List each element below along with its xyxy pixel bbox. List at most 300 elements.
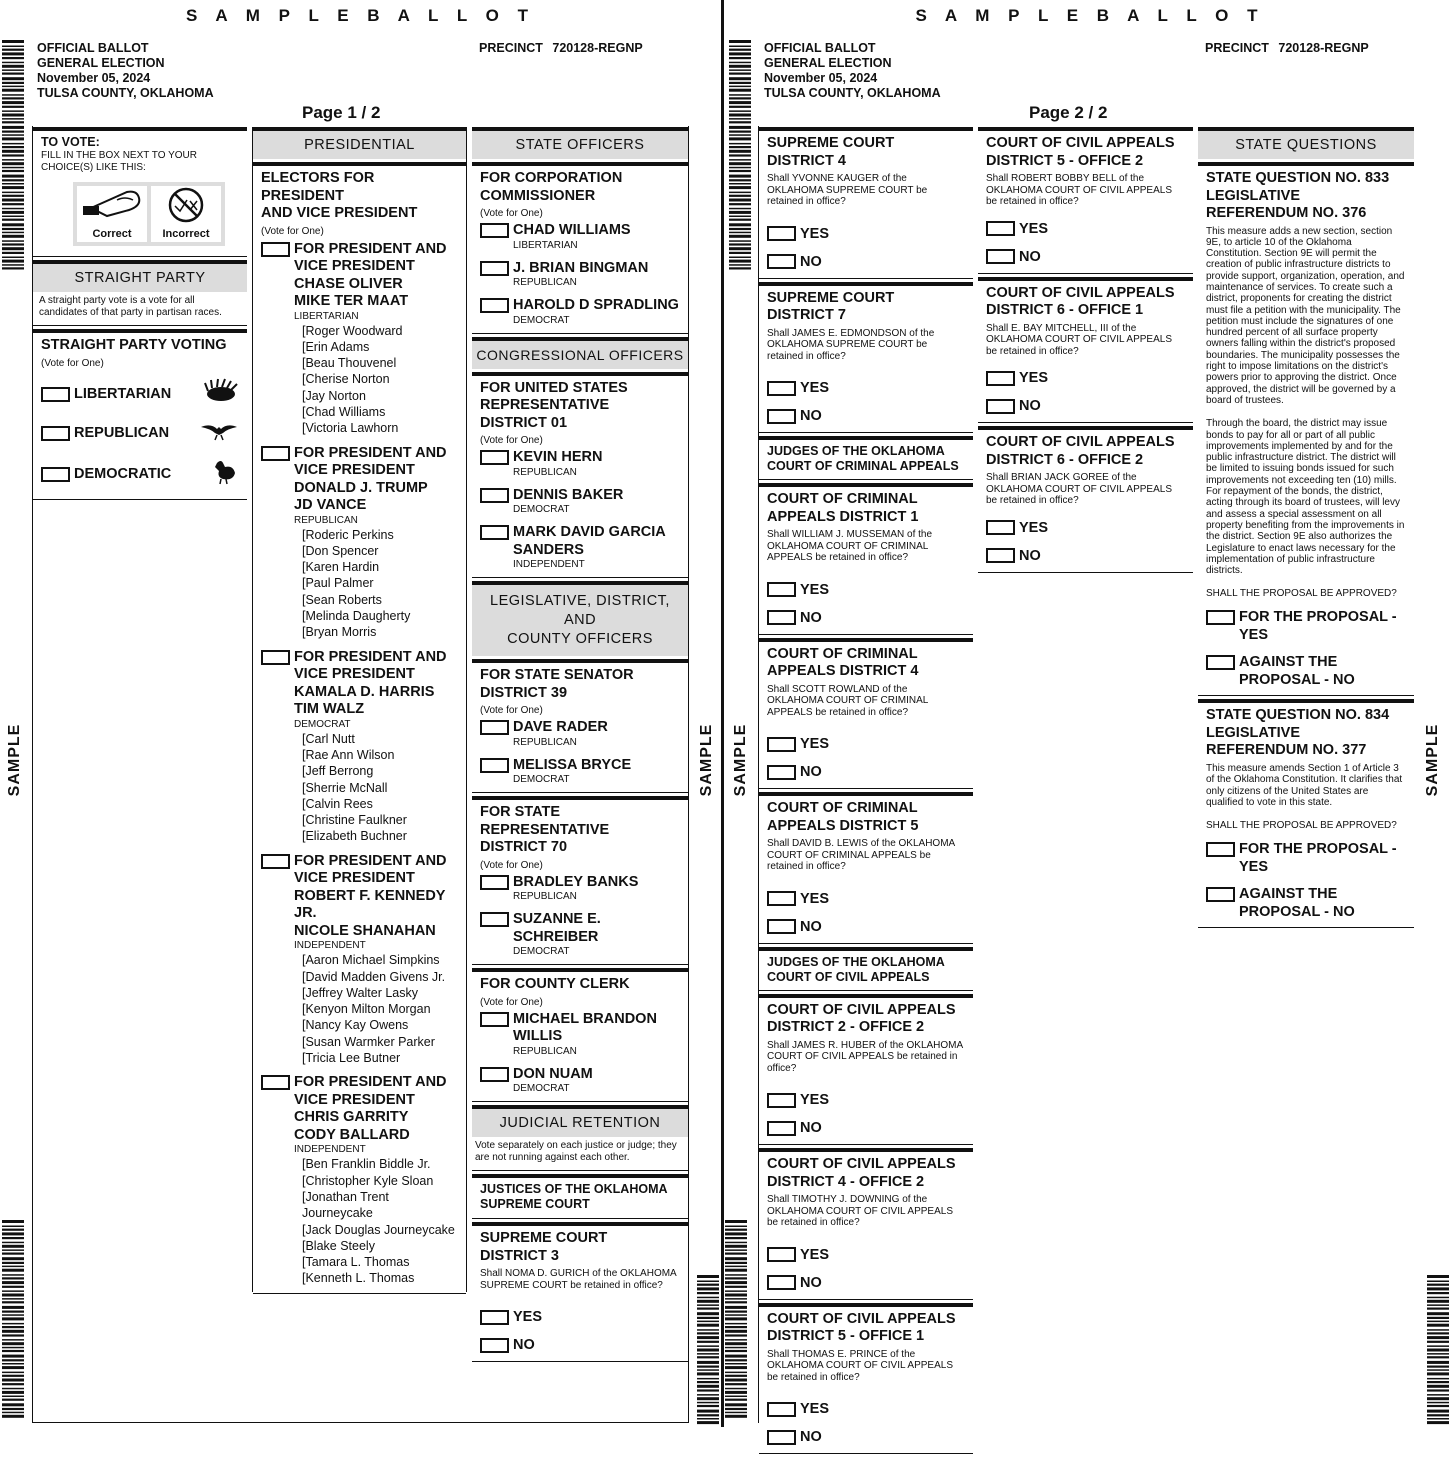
party-label: REPUBLICAN <box>513 277 577 288</box>
presidential-ticket[interactable] <box>261 241 458 437</box>
vote-checkbox[interactable] <box>986 221 1015 236</box>
elector-name: [Cherise Norton <box>302 372 390 387</box>
retention-contest <box>978 426 1193 573</box>
vote-checkbox[interactable] <box>767 891 796 906</box>
vote-checkbox[interactable] <box>480 758 509 773</box>
party-label: DEMOCRAT <box>513 1083 570 1094</box>
candidate-option[interactable] <box>480 757 680 787</box>
against-proposal-option[interactable] <box>1206 654 1406 689</box>
timing-marks-bottom-left <box>2 1220 24 1420</box>
timing-marks-top-left <box>729 40 751 272</box>
vote-checkbox[interactable] <box>986 548 1015 563</box>
elector-name: [Calvin Rees <box>302 796 373 811</box>
contest-title: FOR UNITED STATES REPRESENTATIVE DISTRICT 01 <box>480 379 628 431</box>
candidate-option[interactable] <box>480 719 680 749</box>
candidate-info <box>513 1011 657 1058</box>
straight-party-option-libertarian[interactable]: LIBERTARIAN <box>41 379 239 409</box>
no-option[interactable]: NO <box>986 398 1185 414</box>
contest-title: COURT OF CIVIL APPEALS DISTRICT 6 - OFFICE 2 <box>986 434 1175 468</box>
for-proposal-option[interactable] <box>1206 609 1406 644</box>
yes-option[interactable]: YES <box>767 1247 965 1263</box>
candidate-info <box>513 449 602 479</box>
ticket-label: FOR PRESIDENT AND <box>294 1074 447 1091</box>
elector-name: [Paul Palmer <box>302 576 374 591</box>
presidential-ticket[interactable] <box>261 1074 458 1286</box>
candidate-option[interactable] <box>480 1066 680 1096</box>
candidate-option[interactable] <box>480 911 680 958</box>
judicial-note: Vote separately on each justice or judge; they are not running against each other. <box>472 1137 688 1171</box>
vote-checkbox[interactable] <box>261 242 290 257</box>
legislative-heading: LEGISLATIVE, DISTRICT, AND COUNTY OFFICERS <box>472 581 688 656</box>
no-option[interactable]: NO <box>767 254 965 270</box>
contest-title: COURT OF CIVIL APPEALS DISTRICT 5 - OFFICE 2 <box>986 135 1175 169</box>
state-officers-heading: STATE OFFICERS <box>472 127 688 159</box>
page-number: Page 2 / 2 <box>1029 103 1108 122</box>
vote-checkbox[interactable] <box>480 525 509 540</box>
candidate-name: CHASE OLIVER <box>294 275 403 292</box>
no-option[interactable]: NO <box>767 764 965 780</box>
contest-title: FOR STATE REPRESENTATIVE DISTRICT 70 <box>480 804 610 855</box>
contest-title: FOR CORPORATION COMMISSIONER <box>480 170 623 204</box>
candidate-info <box>513 260 648 290</box>
vote-checkbox[interactable] <box>1206 887 1235 902</box>
candidate-info <box>513 874 638 904</box>
retention-question: Shall YVONNE KAUGER of the OKLAHOMA SUPREME COURT be retained in office? <box>767 173 928 207</box>
question-text: This measure amends Section 1 of Article 3 of the Oklahoma Constitution. It clarifies that only citizens of the United States are qualified to vote in this state. <box>1206 762 1403 808</box>
vote-for-label: (Vote for One) <box>480 705 543 716</box>
retention-question: Shall JAMES E. EDMONDSON of the OKLAHOMA SUPREME COURT be retained in office? <box>767 327 935 362</box>
retention-contest <box>759 638 973 790</box>
no-option[interactable]: NO <box>767 408 965 424</box>
sample-watermark-left: SAMPLE <box>698 723 715 797</box>
elector-name: [Kenneth L. Thomas <box>302 1271 415 1286</box>
candidate-name: JR. <box>294 905 317 922</box>
elector-name: [David Madden Givens Jr. <box>302 969 446 984</box>
retention-contest <box>759 1303 973 1455</box>
elector-name: [Christopher Kyle Sloan <box>302 1173 434 1188</box>
yes-option[interactable]: YES <box>767 226 965 242</box>
vote-checkbox[interactable] <box>767 409 796 424</box>
contest-state-senator <box>472 659 688 793</box>
yes-option[interactable]: YES <box>767 1401 965 1417</box>
vote-checkbox[interactable] <box>767 254 796 269</box>
page-number: Page 1 / 2 <box>302 103 381 122</box>
no-option[interactable]: NO <box>986 249 1185 265</box>
vote-checkbox[interactable] <box>986 520 1015 535</box>
ticket-info <box>294 649 447 845</box>
party-label: INDEPENDENT <box>294 1144 366 1156</box>
candidate-option[interactable] <box>480 874 680 904</box>
candidate-name: DAVE RADER <box>513 719 608 735</box>
contest-us-representative <box>472 372 688 579</box>
candidate-name: BRADLEY BANKS <box>513 873 639 890</box>
option-label: AGAINST THE PROPOSAL - NO <box>1239 654 1355 688</box>
eagle-icon <box>199 419 239 447</box>
timing-marks-bottom-right <box>1427 1275 1449 1425</box>
vote-checkbox[interactable] <box>261 650 290 665</box>
ticket-info <box>294 241 447 437</box>
no-option[interactable]: NO <box>767 1275 965 1291</box>
candidate-info <box>513 297 679 327</box>
candidate-info <box>513 719 608 749</box>
candidate-name: MARK DAVID GARCIA <box>513 524 666 540</box>
ticket-label: VICE PRESIDENT <box>294 1091 415 1108</box>
vote-for-label: (Vote for One) <box>480 208 543 219</box>
congressional-heading: CONGRESSIONAL OFFICERS <box>472 337 688 369</box>
against-proposal-option[interactable] <box>1206 886 1406 921</box>
vote-checkbox[interactable] <box>261 446 290 461</box>
vote-for-label: (Vote for One) <box>480 435 543 446</box>
elector-name: [Melinda Daugherty <box>302 609 411 624</box>
candidate-name: SANDERS <box>513 541 584 558</box>
vote-checkbox[interactable] <box>1206 655 1235 670</box>
retention-contest <box>759 994 973 1146</box>
elector-name: [Sean Roberts <box>302 592 382 607</box>
retention-question: Shall SCOTT ROWLAND of the OKLAHOMA COURT OF CRIMINAL APPEALS be retained in office? <box>767 683 928 718</box>
yes-option[interactable]: YES <box>767 582 965 598</box>
party-label: REPUBLICAN <box>513 891 577 902</box>
vote-for-label: (Vote for One) <box>480 859 543 871</box>
vote-checkbox[interactable] <box>480 488 509 503</box>
no-option[interactable]: NO <box>986 548 1185 564</box>
elector-name: [Beau Thouvenel <box>302 356 397 371</box>
ticket-label: FOR PRESIDENT AND <box>294 852 447 869</box>
column-state-questions <box>1198 127 1414 931</box>
candidate-name: CHAD WILLIAMS <box>513 222 631 238</box>
candidate-name: DON NUAM <box>513 1065 593 1082</box>
party-label: DEMOCRAT <box>513 314 570 326</box>
option-label: FOR THE PROPOSAL - YES <box>1239 609 1397 643</box>
vote-checkbox[interactable] <box>767 610 796 625</box>
sample-watermark-right: SAMPLE <box>1424 723 1441 797</box>
ballot-header: OFFICIAL BALLOT GENERAL ELECTION November 05, 2024 TULSA COUNTY, OKLAHOMA <box>764 41 941 100</box>
vote-checkbox[interactable] <box>1206 842 1235 857</box>
approval-question: SHALL THE PROPOSAL BE APPROVED? <box>1206 820 1397 832</box>
candidate-name: ROBERT F. KENNEDY <box>294 887 446 904</box>
column-presidential <box>252 127 467 1292</box>
elector-name: [Jeffrey Walter Lasky <box>302 985 419 1000</box>
vote-checkbox[interactable] <box>480 1338 509 1353</box>
vote-checkbox[interactable] <box>480 450 509 465</box>
ballot-page-1 <box>0 0 721 1427</box>
vote-checkbox[interactable] <box>41 467 70 482</box>
candidate-name: HAROLD D SPRADLING <box>513 297 679 313</box>
vote-checkbox[interactable] <box>767 381 796 396</box>
ballot-title: S A M P L E B A L L O T <box>915 6 1265 25</box>
candidate-name: JD VANCE <box>294 497 367 514</box>
retention-question: Shall THOMAS E. PRINCE of the OKLAHOMA COURT OF CIVIL APPEALS be retained in office? <box>767 1348 953 1383</box>
yes-option[interactable]: YES <box>986 370 1185 386</box>
straight-party-option-republican[interactable]: REPUBLICAN <box>41 419 239 447</box>
contest-title: ELECTORS FOR PRESIDENT AND VICE PRESIDENT <box>261 170 418 221</box>
vote-checkbox[interactable] <box>767 226 796 241</box>
yes-option[interactable]: YES <box>767 736 965 752</box>
party-label: REPUBLICAN <box>513 736 577 748</box>
party-label: DEMOCRAT <box>513 504 570 515</box>
vote-checkbox[interactable] <box>480 1067 509 1082</box>
ballot-page-2 <box>698 0 1453 1445</box>
candidate-name: SUZANNE E. <box>513 911 601 927</box>
elector-name: [Tamara L. Thomas <box>302 1255 410 1270</box>
no-option[interactable]: NO <box>480 1337 680 1353</box>
retention-contest <box>978 277 1193 424</box>
state-question <box>1198 699 1414 928</box>
ticket-label: VICE PRESIDENT <box>294 870 415 887</box>
column-straight-party <box>33 127 247 503</box>
retention-contest <box>759 1148 973 1300</box>
retention-question: Shall BRIAN JACK GOREE of the OKLAHOMA COURT OF CIVIL APPEALS be retained in office? <box>986 472 1172 506</box>
retention-contest <box>759 792 973 944</box>
candidate-option[interactable] <box>480 260 680 290</box>
candidate-name: MICHAEL BRANDON <box>513 1010 657 1027</box>
vote-checkbox[interactable] <box>767 919 796 934</box>
elector-name: [Kenyon Milton Morgan <box>302 1002 431 1017</box>
vote-checkbox[interactable] <box>767 1402 796 1417</box>
vote-checkbox[interactable] <box>480 1310 509 1325</box>
ticket-info <box>294 1074 458 1286</box>
court-group-header: JUDGES OF THE OKLAHOMA COURT OF CRIMINAL APPEALS <box>759 436 973 480</box>
column-retention-b <box>978 127 1193 576</box>
state-question <box>1198 162 1414 696</box>
precinct-label: PRECINCT 720128-REGNP <box>1205 41 1369 55</box>
contest-title: COURT OF CIVIL APPEALS DISTRICT 6 - OFFICE 1 <box>986 284 1175 318</box>
elector-name: [Don Spencer <box>302 543 379 558</box>
retention-question: Shall JAMES R. HUBER of the OKLAHOMA COURT OF CIVIL APPEALS be retained in office? <box>767 1039 963 1074</box>
candidate-name: J. BRIAN BINGMAN <box>513 259 649 276</box>
for-proposal-option[interactable] <box>1206 841 1406 876</box>
elector-name: [Nancy Kay Owens <box>302 1018 409 1033</box>
vote-checkbox[interactable] <box>986 371 1015 386</box>
candidate-name: SCHREIBER <box>513 928 599 945</box>
party-label: DEMOCRAT <box>513 946 570 957</box>
retention-contest <box>759 282 973 434</box>
contest-title: COURT OF CRIMINAL APPEALS DISTRICT 5 <box>767 800 919 834</box>
approval-question: SHALL THE PROPOSAL BE APPROVED? <box>1206 588 1397 600</box>
elector-name: [Erin Adams <box>302 339 370 354</box>
vote-checkbox[interactable] <box>986 249 1015 264</box>
vote-checkbox[interactable] <box>480 912 509 927</box>
elector-name: [Tricia Lee Butner <box>302 1051 401 1066</box>
elector-name: [Jonathan Trent Journeycake <box>302 1189 389 1221</box>
candidate-option[interactable] <box>480 524 680 571</box>
party-label: INDEPENDENT <box>513 559 585 570</box>
ticket-label: VICE PRESIDENT <box>294 462 415 479</box>
elector-name: [Blake Steely <box>302 1238 375 1253</box>
vote-checkbox[interactable] <box>480 875 509 890</box>
retention-question: Shall E. BAY MITCHELL, III of the OKLAHOMA COURT OF CIVIL APPEALS be retained in office? <box>986 322 1172 357</box>
ballot-title: S A M P L E B A L L O T <box>186 6 535 25</box>
state-question-list <box>1198 162 1414 928</box>
candidate-name: CHRIS GARRITY <box>294 1109 409 1126</box>
vote-checkbox[interactable] <box>261 854 290 869</box>
candidate-name: WILLIS <box>513 1028 563 1044</box>
vote-checkbox[interactable] <box>767 765 796 780</box>
pen-hand-icon <box>77 186 147 226</box>
vote-checkbox[interactable] <box>480 261 509 276</box>
candidate-info <box>513 222 631 252</box>
option-label: AGAINST THE PROPOSAL - NO <box>1239 886 1355 920</box>
instructions-box: TO VOTE: FILL IN THE BOX NEXT TO YOUR CHOICE(S) LIKE THIS: Correct Incorrect <box>33 127 247 257</box>
contest-title: COURT OF CIVIL APPEALS DISTRICT 2 - OFFICE 2 <box>767 1001 956 1035</box>
vote-checkbox[interactable] <box>767 1430 796 1445</box>
vote-checkbox[interactable] <box>41 387 70 402</box>
candidate-option[interactable] <box>480 487 680 517</box>
presidential-ticket[interactable] <box>261 445 458 641</box>
vote-checkbox[interactable] <box>767 737 796 752</box>
elector-name: [Roger Woodward <box>302 323 403 338</box>
straight-party-note: A straight party vote is a vote for all candidates of that party in partisan races. <box>33 295 247 326</box>
yes-option[interactable]: YES <box>767 380 965 396</box>
elector-name: [Rae Ann Wilson <box>302 747 395 762</box>
vote-checkbox[interactable] <box>767 582 796 597</box>
party-label: REPUBLICAN <box>513 466 577 478</box>
incorrect-example: Incorrect <box>151 186 221 242</box>
vote-checkbox[interactable] <box>767 1247 796 1262</box>
no-option[interactable]: NO <box>767 610 965 626</box>
yes-option[interactable]: YES <box>986 221 1185 237</box>
presidential-ticket[interactable] <box>261 853 458 1067</box>
contest-county-clerk <box>472 968 688 1102</box>
presidential-contest: ELECTORS FOR PRESIDENT AND VICE PRESIDENT (Vote for One) FOR PRESIDENT AND VICE PRESIDENT CHASE OLIVER MIKE TER MAAT LIBERTARIAN [Roger Woodward [Erin Adams [Beau Thouvenel [Cherise Norton [Jay Norton [Chad Williams [Victoria Lawhorn FOR PRESIDENT AND VICE PRESIDENT DONALD J. TRUMP JD VANCE REPUBLICAN [Roderic Perkins [Don Spencer [Karen Hardin [Paul Palmer [Sean Roberts [Melinda Daugherty [Bryan Morris FOR PRESIDENT AND VICE PRESIDENT KAMALA D. HARRIS TIM WALZ DEMOCRAT [Carl Nutt [Rae Ann Wilson [Jeff Berrong [Sherrie McNall [Calvin Rees [Christine Faulkner [Elizabeth Buchner FOR PRESIDENT AND VICE PRESIDENT ROBERT F. KENNEDY JR. NICOLE SHANAHAN INDEPENDENT [Aaron Michael Simpkins [David Madden Givens Jr. [Jeffrey Walter Lasky [Kenyon Milton Morgan [Nancy Kay Owens [Susan Warmker Parker [Tricia Lee Butner FOR PRESIDENT AND VICE PRESIDENT CHRIS GARRITY CODY BALLARD INDEPENDENT [Ben Franklin Biddle Jr. [Christopher Kyle Sloan [Jonathan Trent Journeycake [Jack Douglas Journeycake [Blake Steely [Tamara L. Thomas [Kenneth L. Thomas <box>253 162 466 1294</box>
court-group-header: JUDGES OF THE OKLAHOMA COURT OF CIVIL APPEALS <box>759 947 973 991</box>
ticket-label: VICE PRESIDENT <box>294 666 415 683</box>
elector-name: [Aaron Michael Simpkins <box>302 953 440 968</box>
elector-name: [Christine Faulkner <box>302 813 407 828</box>
precinct-label: PRECINCT 720128-REGNP <box>479 41 643 55</box>
elector-name: [Bryan Morris <box>302 625 377 640</box>
elector-name: [Jay Norton <box>302 388 366 403</box>
rooster-icon <box>211 457 239 491</box>
vote-checkbox[interactable] <box>986 399 1015 414</box>
straight-party-option-democratic[interactable]: DEMOCRATIC <box>41 457 239 491</box>
yes-option[interactable]: YES <box>986 520 1185 536</box>
timing-marks-top-left <box>2 40 24 272</box>
vote-checkbox[interactable] <box>767 1121 796 1136</box>
prohibited-icon <box>151 186 221 226</box>
state-questions-heading: STATE QUESTIONS <box>1198 127 1414 159</box>
candidate-info <box>513 487 623 517</box>
vote-checkbox[interactable] <box>480 298 509 313</box>
contest-title: SUPREME COURT DISTRICT 7 <box>767 289 895 323</box>
contest-title: COURT OF CIVIL APPEALS DISTRICT 5 - OFFICE 1 <box>767 1310 956 1344</box>
elector-name: [Ben Franklin Biddle Jr. <box>302 1157 431 1172</box>
elector-name: [Sherrie McNall <box>302 780 388 795</box>
elector-name: [Chad Williams <box>302 404 386 419</box>
candidate-option[interactable] <box>480 449 680 479</box>
ballot-header: OFFICIAL BALLOT GENERAL ELECTION November 05, 2024 TULSA COUNTY, OKLAHOMA <box>37 41 214 100</box>
contest-title: FOR STATE SENATOR DISTRICT 39 <box>480 667 634 701</box>
correct-example: Correct <box>77 186 147 242</box>
candidate-name: NICOLE SHANAHAN <box>294 922 436 939</box>
contest-title: FOR COUNTY CLERK <box>480 976 630 992</box>
contest-title: COURT OF CIVIL APPEALS DISTRICT 4 - OFFICE 2 <box>767 1156 956 1190</box>
timing-marks-bottom-left <box>725 1220 747 1420</box>
yes-option[interactable]: YES <box>480 1309 680 1325</box>
no-option[interactable]: NO <box>767 919 965 935</box>
straight-party-contest: STRAIGHT PARTY VOTING (Vote for One) LIBERTARIAN REPUBLICAN DEMOCRATIC <box>33 329 247 500</box>
presidential-heading: PRESIDENTIAL <box>253 127 466 159</box>
vote-checkbox[interactable] <box>480 1012 509 1027</box>
ticket-label: FOR PRESIDENT AND <box>294 648 447 665</box>
party-label: REPUBLICAN <box>294 514 358 526</box>
candidate-option[interactable] <box>480 222 680 252</box>
vote-checkbox[interactable] <box>41 426 70 441</box>
no-option[interactable]: NO <box>767 1120 965 1136</box>
ticket-label: VICE PRESIDENT <box>294 258 415 274</box>
candidate-info <box>513 524 666 571</box>
retention-contest <box>759 127 973 279</box>
candidate-info <box>513 757 631 787</box>
candidate-name: KEVIN HERN <box>513 449 603 465</box>
candidate-name: DONALD J. TRUMP <box>294 479 428 496</box>
column-retention-a <box>759 127 973 1457</box>
candidate-name: CODY BALLARD <box>294 1126 410 1143</box>
candidate-option[interactable] <box>480 297 680 327</box>
yes-option[interactable]: YES <box>767 891 965 907</box>
retention-question: Shall WILLIAM J. MUSSEMAN of the OKLAHOMA COURT OF CRIMINAL APPEALS be retained in office? <box>767 529 933 563</box>
sample-watermark-left: SAMPLE <box>6 723 23 797</box>
candidate-name: TIM WALZ <box>294 701 365 718</box>
column-state-officers <box>472 127 688 1365</box>
elector-name: [Victoria Lawhorn <box>302 421 399 436</box>
retention-question: Shall TIMOTHY J. DOWNING of the OKLAHOMA COURT OF CIVIL APPEALS be retained in office? <box>767 1194 953 1228</box>
contest-state-representative <box>472 796 688 965</box>
vote-checkbox[interactable] <box>480 223 509 238</box>
question-text: Through the board, the district may issue bonds to pay for all or part of all public improvements implemented by and for the public infrastructure district. The district will be limited to issuing bonds issued for such improvements not exceeding ten (10) mills. For repayment of the bonds, the district, acting through its board of trustees, will levy and assess a special assessment on all property benefiting from the improvements in the district. Section 9E also authorizes the Legislature to enact laws necessary for the implementation of public infrastructure districts. <box>1206 418 1405 577</box>
candidate-option[interactable] <box>480 1011 680 1058</box>
page-divider <box>721 0 724 1427</box>
vote-checkbox[interactable] <box>767 1093 796 1108</box>
ticket-label: FOR PRESIDENT AND <box>294 444 447 461</box>
retention-contest <box>759 483 973 635</box>
party-label: INDEPENDENT <box>294 940 366 952</box>
retention-question: Shall ROBERT BOBBY BELL of the OKLAHOMA COURT OF CIVIL APPEALS be retained in office? <box>986 173 1172 207</box>
elector-name: [Karen Hardin <box>302 560 380 575</box>
vote-checkbox[interactable] <box>261 1075 290 1090</box>
vote-checkbox[interactable] <box>767 1275 796 1290</box>
party-label: DEMOCRAT <box>513 774 570 785</box>
vote-checkbox[interactable] <box>480 720 509 735</box>
yes-option[interactable]: YES <box>767 1092 965 1108</box>
contest-title: COURT OF CRIMINAL APPEALS DISTRICT 1 <box>767 491 919 525</box>
candidate-name: KAMALA D. HARRIS <box>294 683 435 700</box>
question-title: STATE QUESTION NO. 834 LEGISLATIVE REFERENDUM NO. 377 <box>1206 707 1390 759</box>
party-label: LIBERTARIAN <box>294 310 359 322</box>
contest-supreme-court-district-3: SUPREME COURT DISTRICT 3 Shall NOMA D. GURICH of the OKLAHOMA SUPREME COURT be retained in office? YES NO <box>472 1222 688 1362</box>
question-title: STATE QUESTION NO. 833 LEGISLATIVE REFERENDUM NO. 376 <box>1206 170 1390 221</box>
presidential-ticket[interactable] <box>261 649 458 845</box>
porcupine-icon <box>203 379 239 409</box>
candidate-name: DENNIS BAKER <box>513 486 624 503</box>
no-option[interactable]: NO <box>767 1429 965 1445</box>
contest-title: SUPREME COURT DISTRICT 4 <box>767 135 895 169</box>
vote-for-label: (Vote for One) <box>480 996 543 1008</box>
candidate-name: MELISSA BRYCE <box>513 756 632 773</box>
justices-header: JUSTICES OF THE OKLAHOMA SUPREME COURT <box>472 1174 688 1219</box>
candidate-info <box>513 911 601 958</box>
party-label: LIBERTARIAN <box>513 239 578 251</box>
vote-checkbox[interactable] <box>1206 610 1235 625</box>
sample-watermark-center: SAMPLE <box>732 723 749 797</box>
elector-name: [Elizabeth Buchner <box>302 829 407 844</box>
candidate-name: MIKE TER MAAT <box>294 293 409 309</box>
elector-name: [Carl Nutt <box>302 731 355 746</box>
elector-name: [Susan Warmker Parker <box>302 1034 435 1049</box>
elector-name: [Jack Douglas Journeycake <box>302 1222 455 1237</box>
ticket-info <box>294 445 447 641</box>
retention-question: Shall DAVID B. LEWIS of the OKLAHOMA COURT OF CRIMINAL APPEALS be retained in office? <box>767 838 955 872</box>
ticket-label: FOR PRESIDENT AND <box>294 240 447 257</box>
